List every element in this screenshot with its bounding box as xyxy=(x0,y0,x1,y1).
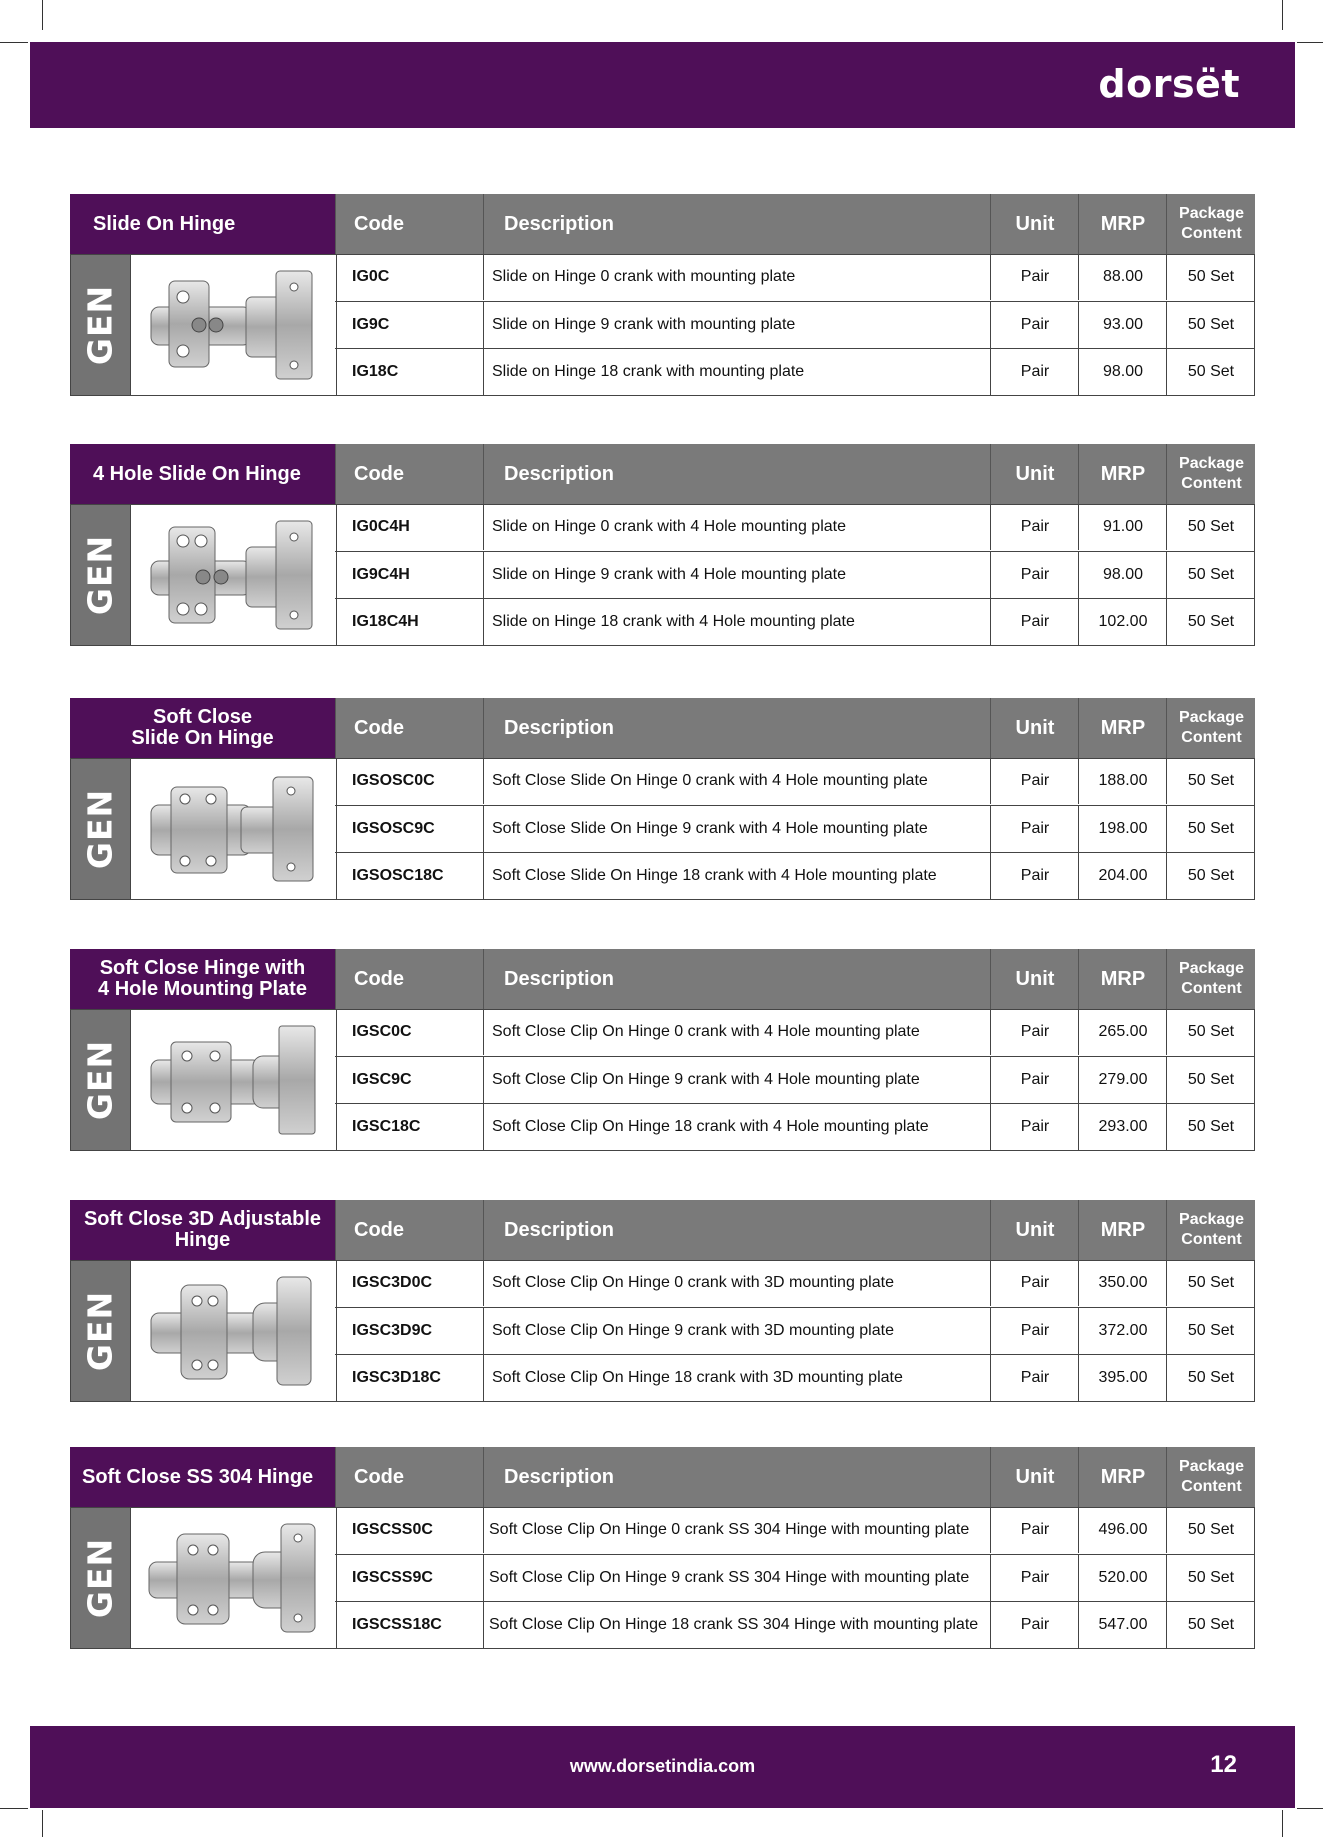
table-row xyxy=(335,348,1254,396)
cell-unit: Pair xyxy=(990,1555,1079,1601)
crop-mark xyxy=(42,0,43,30)
section-title xyxy=(70,698,335,758)
cell-description: Soft Close Clip On Hinge 18 crank with 3D mounting plate xyxy=(483,1355,990,1401)
header-code: Code xyxy=(335,698,483,758)
cell-unit: Pair xyxy=(990,1104,1079,1150)
crop-mark xyxy=(42,1810,43,1837)
cell-unit: Pair xyxy=(990,349,1079,395)
cell-unit: Pair xyxy=(990,758,1079,804)
cell-unit: Pair xyxy=(990,1602,1079,1648)
cell-mrp: 496.00 xyxy=(1078,1507,1167,1553)
table-row xyxy=(335,1009,1254,1056)
cell-description: Slide on Hinge 0 crank with mounting plate xyxy=(483,254,990,300)
cell-description: Soft Close Clip On Hinge 18 crank SS 304 Hinge with mounting plate xyxy=(483,1602,990,1648)
cell-mrp: 279.00 xyxy=(1078,1057,1167,1103)
header-description: Description xyxy=(483,949,990,1009)
cell-package: 50 Set xyxy=(1166,599,1255,645)
cell-unit: Pair xyxy=(990,853,1079,899)
cell-unit: Pair xyxy=(990,1308,1079,1354)
header-package-line1: Package xyxy=(1179,1211,1244,1228)
header-description: Description xyxy=(483,194,990,254)
hinge-image xyxy=(130,1010,337,1150)
table-row xyxy=(335,805,1254,853)
cell-description: Soft Close Clip On Hinge 18 crank with 4 Hole mounting plate xyxy=(483,1104,990,1150)
cell-mrp: 188.00 xyxy=(1078,758,1167,804)
gen-label-column xyxy=(71,1508,130,1648)
header-package-line2: Content xyxy=(1181,225,1242,242)
cell-description: Soft Close Clip On Hinge 0 crank with 4 Hole mounting plate xyxy=(483,1009,990,1055)
cell-mrp: 93.00 xyxy=(1078,302,1167,348)
cell-code: IG18C4H xyxy=(352,613,419,630)
header-unit: Unit xyxy=(990,194,1079,254)
header-code: Code xyxy=(335,444,483,504)
section-title-text: Soft Close SS 304 Hinge xyxy=(82,1465,314,1488)
header-description: Description xyxy=(483,1200,990,1260)
header-package-line1: Package xyxy=(1179,960,1244,977)
crop-mark xyxy=(1297,42,1323,43)
header-unit: Unit xyxy=(990,949,1079,1009)
cell-code: IGSCSS18C xyxy=(352,1616,442,1633)
cell-code: IG9C xyxy=(352,316,390,333)
cell-mrp: 204.00 xyxy=(1078,853,1167,899)
cell-unit: Pair xyxy=(990,504,1079,550)
cell-code: IGSCSS9C xyxy=(352,1569,433,1586)
cell-mrp: 350.00 xyxy=(1078,1260,1167,1306)
header-mrp: MRP xyxy=(1078,444,1167,504)
table-row xyxy=(335,301,1254,349)
cell-code: IGSC3D0C xyxy=(352,1274,433,1291)
cell-package: 50 Set xyxy=(1166,853,1255,899)
cell-code: IG0C xyxy=(352,268,390,285)
cell-package: 50 Set xyxy=(1166,1009,1255,1055)
crop-mark xyxy=(1282,0,1283,30)
section-title xyxy=(70,444,335,504)
header-package-line2: Content xyxy=(1181,980,1242,997)
header-package xyxy=(1166,444,1256,504)
section-header xyxy=(70,949,1255,1009)
product-section xyxy=(70,194,1255,396)
header-package-line1: Package xyxy=(1179,205,1244,222)
cell-package: 50 Set xyxy=(1166,1602,1255,1648)
cell-description: Soft Close Slide On Hinge 0 crank with 4 Hole mounting plate xyxy=(483,758,990,804)
section-title-text: Slide On Hinge xyxy=(93,212,236,235)
cell-description: Soft Close Clip On Hinge 9 crank with 3D mounting plate xyxy=(483,1308,990,1354)
table-row xyxy=(335,598,1254,646)
header-package xyxy=(1166,1200,1256,1260)
header-unit: Unit xyxy=(990,698,1079,758)
gen-label-column xyxy=(71,1261,130,1401)
section-title-line2: Slide On Hinge xyxy=(131,727,274,749)
cell-mrp: 265.00 xyxy=(1078,1009,1167,1055)
hinge-icon xyxy=(141,1520,326,1636)
cell-code: IGSC3D9C xyxy=(352,1322,433,1339)
gen-label-column xyxy=(71,505,130,645)
header-unit: Unit xyxy=(990,444,1079,504)
cell-unit: Pair xyxy=(990,552,1079,598)
cell-unit: Pair xyxy=(990,1507,1079,1553)
hinge-image xyxy=(130,759,337,899)
header-mrp: MRP xyxy=(1078,949,1167,1009)
header-unit: Unit xyxy=(990,1200,1079,1260)
cell-code: IG9C4H xyxy=(352,566,410,583)
product-section xyxy=(70,698,1255,900)
cell-mrp: 293.00 xyxy=(1078,1104,1167,1150)
table-row xyxy=(335,1307,1254,1355)
header-unit: Unit xyxy=(990,1447,1079,1507)
cell-description: Slide on Hinge 0 crank with 4 Hole mounting plate xyxy=(483,504,990,550)
product-section xyxy=(70,949,1255,1151)
table-row xyxy=(335,1507,1254,1554)
cell-description: Soft Close Clip On Hinge 9 crank with 4 Hole mounting plate xyxy=(483,1057,990,1103)
cell-unit: Pair xyxy=(990,1009,1079,1055)
table-row xyxy=(335,504,1254,551)
crop-mark xyxy=(1282,1810,1283,1837)
header-package xyxy=(1166,698,1256,758)
gen-label-column xyxy=(71,759,130,899)
gen-label: GEN xyxy=(80,1039,120,1121)
cell-description: Soft Close Clip On Hinge 0 crank with 3D mounting plate xyxy=(483,1260,990,1306)
header-code: Code xyxy=(335,1200,483,1260)
gen-label: GEN xyxy=(80,1290,120,1372)
cell-mrp: 372.00 xyxy=(1078,1308,1167,1354)
hinge-icon xyxy=(141,517,326,633)
section-header xyxy=(70,1447,1255,1507)
cell-description: Slide on Hinge 9 crank with 4 Hole mounting plate xyxy=(483,552,990,598)
table-row xyxy=(335,1354,1254,1402)
section-header xyxy=(70,1200,1255,1260)
hinge-image xyxy=(130,1508,337,1648)
cell-package: 50 Set xyxy=(1166,552,1255,598)
cell-package: 50 Set xyxy=(1166,806,1255,852)
cell-mrp: 395.00 xyxy=(1078,1355,1167,1401)
section-header xyxy=(70,194,1255,254)
hinge-image xyxy=(130,1261,337,1401)
cell-unit: Pair xyxy=(990,599,1079,645)
brand-logo: dorsët xyxy=(1098,62,1240,106)
cell-mrp: 198.00 xyxy=(1078,806,1167,852)
cell-code: IGSC18C xyxy=(352,1118,421,1135)
section-title-line2: 4 Hole Mounting Plate xyxy=(98,978,307,1000)
cell-code: IGSC3D18C xyxy=(352,1369,441,1386)
cell-description: Soft Close Slide On Hinge 18 crank with 4 Hole mounting plate xyxy=(483,853,990,899)
cell-description: Slide on Hinge 18 crank with mounting plate xyxy=(483,349,990,395)
footer-bar xyxy=(30,1726,1295,1808)
product-section xyxy=(70,1200,1255,1402)
cell-code: IGSOSC18C xyxy=(352,867,444,884)
cell-package: 50 Set xyxy=(1166,349,1255,395)
cell-mrp: 98.00 xyxy=(1078,349,1167,395)
table-row xyxy=(335,1554,1254,1602)
cell-code: IGSCSS0C xyxy=(352,1521,433,1538)
cell-mrp: 547.00 xyxy=(1078,1602,1167,1648)
cell-unit: Pair xyxy=(990,254,1079,300)
header-mrp: MRP xyxy=(1078,1200,1167,1260)
cell-unit: Pair xyxy=(990,302,1079,348)
cell-mrp: 520.00 xyxy=(1078,1555,1167,1601)
header-package-line2: Content xyxy=(1181,1231,1242,1248)
cell-package: 50 Set xyxy=(1166,1104,1255,1150)
header-package-line1: Package xyxy=(1179,1458,1244,1475)
cell-package: 50 Set xyxy=(1166,758,1255,804)
hinge-image xyxy=(130,505,337,645)
hinge-icon xyxy=(141,1022,326,1138)
table-row xyxy=(335,1601,1254,1649)
cell-package: 50 Set xyxy=(1166,1260,1255,1306)
table-row xyxy=(335,1056,1254,1104)
header-description: Description xyxy=(483,444,990,504)
crop-mark xyxy=(1297,1808,1323,1809)
section-title xyxy=(70,949,335,1009)
header-code: Code xyxy=(335,194,483,254)
table-row xyxy=(335,551,1254,599)
table-row xyxy=(335,1260,1254,1307)
gen-label: GEN xyxy=(80,534,120,616)
section-title-line1: Soft Close Hinge with xyxy=(99,957,306,979)
section-title-line1: Soft Close 3D Adjustable xyxy=(83,1208,322,1230)
header-package-line2: Content xyxy=(1181,729,1242,746)
header-package xyxy=(1166,1447,1256,1507)
section-title xyxy=(70,194,335,254)
gen-label-column xyxy=(71,1010,130,1150)
header-mrp: MRP xyxy=(1078,698,1167,758)
cell-package: 50 Set xyxy=(1166,1308,1255,1354)
hinge-icon xyxy=(141,1273,326,1389)
section-title xyxy=(70,1447,335,1507)
header-bar xyxy=(30,42,1295,128)
product-section xyxy=(70,1447,1255,1649)
cell-description: Slide on Hinge 18 crank with 4 Hole mounting plate xyxy=(483,599,990,645)
hinge-icon xyxy=(141,771,326,887)
cell-package: 50 Set xyxy=(1166,1057,1255,1103)
section-title-text: 4 Hole Slide On Hinge xyxy=(93,462,301,485)
section-title-line1: Soft Close xyxy=(153,706,252,728)
header-mrp: MRP xyxy=(1078,194,1167,254)
header-description: Description xyxy=(483,698,990,758)
cell-description: Soft Close Clip On Hinge 9 crank SS 304 Hinge with mounting plate xyxy=(483,1555,990,1601)
section-header xyxy=(70,444,1255,504)
table-row xyxy=(335,852,1254,900)
crop-mark xyxy=(0,42,28,43)
cell-code: IGSOSC0C xyxy=(352,772,435,789)
section-title xyxy=(70,1200,335,1260)
header-code: Code xyxy=(335,949,483,1009)
page-number: 12 xyxy=(1210,1751,1237,1778)
gen-label: GEN xyxy=(80,1537,120,1619)
cell-package: 50 Set xyxy=(1166,1355,1255,1401)
product-section xyxy=(70,444,1255,646)
header-package-line1: Package xyxy=(1179,709,1244,726)
table-row xyxy=(335,254,1254,301)
header-package xyxy=(1166,949,1256,1009)
gen-label: GEN xyxy=(80,284,120,366)
crop-mark xyxy=(0,1808,28,1809)
cell-unit: Pair xyxy=(990,806,1079,852)
cell-mrp: 88.00 xyxy=(1078,254,1167,300)
cell-package: 50 Set xyxy=(1166,1555,1255,1601)
footer-url[interactable]: www.dorsetindia.com xyxy=(569,1756,756,1776)
cell-package: 50 Set xyxy=(1166,302,1255,348)
cell-unit: Pair xyxy=(990,1057,1079,1103)
header-mrp: MRP xyxy=(1078,1447,1167,1507)
cell-unit: Pair xyxy=(990,1355,1079,1401)
cell-code: IGSC9C xyxy=(352,1071,412,1088)
cell-mrp: 91.00 xyxy=(1078,504,1167,550)
section-title-line2: Hinge xyxy=(174,1229,231,1251)
hinge-image xyxy=(130,255,337,395)
cell-package: 50 Set xyxy=(1166,1507,1255,1553)
section-header xyxy=(70,698,1255,758)
cell-code: IGSOSC9C xyxy=(352,820,435,837)
cell-code: IG0C4H xyxy=(352,518,410,535)
gen-label-column xyxy=(71,255,130,395)
cell-description: Soft Close Clip On Hinge 0 crank SS 304 Hinge with mounting plate xyxy=(483,1507,990,1553)
gen-label: GEN xyxy=(80,788,120,870)
cell-mrp: 98.00 xyxy=(1078,552,1167,598)
cell-mrp: 102.00 xyxy=(1078,599,1167,645)
header-package xyxy=(1166,194,1256,254)
header-code: Code xyxy=(335,1447,483,1507)
header-package-line2: Content xyxy=(1181,475,1242,492)
cell-package: 50 Set xyxy=(1166,254,1255,300)
cell-description: Slide on Hinge 9 crank with mounting plate xyxy=(483,302,990,348)
header-description: Description xyxy=(483,1447,990,1507)
cell-code: IG18C xyxy=(352,363,399,380)
table-row xyxy=(335,758,1254,805)
cell-unit: Pair xyxy=(990,1260,1079,1306)
cell-description: Soft Close Slide On Hinge 9 crank with 4 Hole mounting plate xyxy=(483,806,990,852)
hinge-icon xyxy=(141,267,326,383)
table-row xyxy=(335,1103,1254,1151)
cell-code: IGSC0C xyxy=(352,1023,412,1040)
header-package-line2: Content xyxy=(1181,1478,1242,1495)
cell-package: 50 Set xyxy=(1166,504,1255,550)
header-package-line1: Package xyxy=(1179,455,1244,472)
